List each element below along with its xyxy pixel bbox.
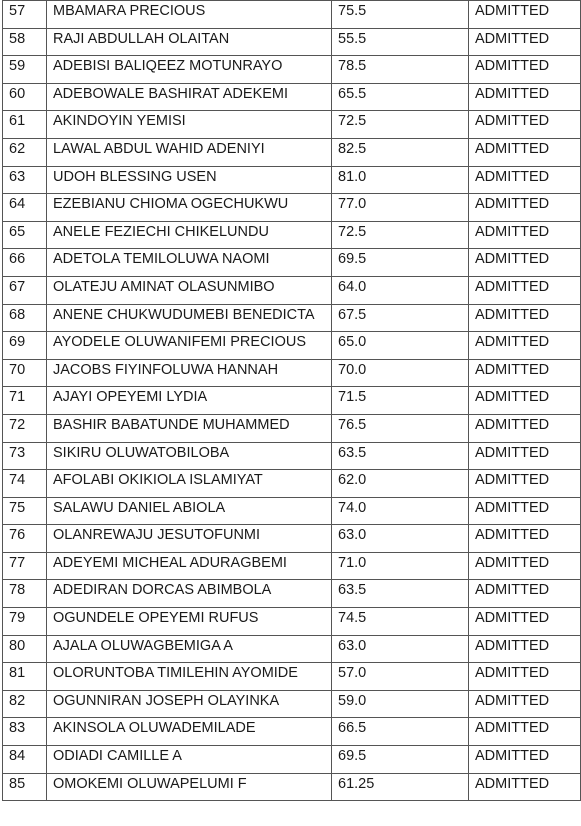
admission-status-cell: ADMITTED [469, 221, 581, 249]
candidate-name-cell: BASHIR BABATUNDE MUHAMMED [47, 414, 332, 442]
score-cell: 69.5 [332, 249, 469, 277]
table-row [3, 387, 581, 415]
score-cell: 76.5 [332, 414, 469, 442]
serial-number-cell: 65 [3, 221, 47, 249]
candidate-name-cell: UDOH BLESSING USEN [47, 166, 332, 194]
table-row [3, 28, 581, 56]
admission-status-cell: ADMITTED [469, 690, 581, 718]
admission-status-cell: ADMITTED [469, 249, 581, 277]
candidate-name-cell: ADEBOWALE BASHIRAT ADEKEMI [47, 83, 332, 111]
score-cell: 61.25 [332, 773, 469, 801]
serial-number-cell: 70 [3, 359, 47, 387]
table-row [3, 663, 581, 691]
admission-status-cell: ADMITTED [469, 718, 581, 746]
serial-number-cell: 59 [3, 56, 47, 84]
serial-number-cell: 85 [3, 773, 47, 801]
serial-number-cell: 75 [3, 497, 47, 525]
serial-number-cell: 63 [3, 166, 47, 194]
score-cell: 59.0 [332, 690, 469, 718]
serial-number-cell: 60 [3, 83, 47, 111]
candidate-name-cell: OLANREWAJU JESUTOFUNMI [47, 525, 332, 553]
score-cell: 74.5 [332, 608, 469, 636]
table-row [3, 304, 581, 332]
serial-number-cell: 83 [3, 718, 47, 746]
score-cell: 62.0 [332, 470, 469, 498]
admission-status-cell: ADMITTED [469, 414, 581, 442]
candidate-name-cell: AKINSOLA OLUWADEMILADE [47, 718, 332, 746]
admission-status-cell: ADMITTED [469, 746, 581, 774]
admission-status-cell: ADMITTED [469, 497, 581, 525]
score-cell: 67.5 [332, 304, 469, 332]
score-cell: 74.0 [332, 497, 469, 525]
serial-number-cell: 58 [3, 28, 47, 56]
table-row [3, 1, 581, 29]
admission-status-cell: ADMITTED [469, 525, 581, 553]
candidate-name-cell: RAJI ABDULLAH OLAITAN [47, 28, 332, 56]
admission-list-table [2, 0, 581, 801]
admission-status-cell: ADMITTED [469, 552, 581, 580]
admission-status-cell: ADMITTED [469, 111, 581, 139]
admission-status-cell: ADMITTED [469, 387, 581, 415]
table-row [3, 580, 581, 608]
admission-status-cell: ADMITTED [469, 580, 581, 608]
score-cell: 63.5 [332, 442, 469, 470]
table-row [3, 332, 581, 360]
table-row [3, 635, 581, 663]
score-cell: 81.0 [332, 166, 469, 194]
serial-number-cell: 62 [3, 138, 47, 166]
score-cell: 75.5 [332, 1, 469, 29]
candidate-name-cell: SALAWU DANIEL ABIOLA [47, 497, 332, 525]
table-row [3, 111, 581, 139]
score-cell: 65.0 [332, 332, 469, 360]
admission-status-cell: ADMITTED [469, 166, 581, 194]
table-row [3, 194, 581, 222]
serial-number-cell: 72 [3, 414, 47, 442]
candidate-name-cell: EZEBIANU CHIOMA OGECHUKWU [47, 194, 332, 222]
admission-status-cell: ADMITTED [469, 359, 581, 387]
serial-number-cell: 71 [3, 387, 47, 415]
admission-list-body [3, 1, 581, 801]
candidate-name-cell: ANELE FEZIECHI CHIKELUNDU [47, 221, 332, 249]
candidate-name-cell: AJALA OLUWAGBEMIGA A [47, 635, 332, 663]
table-row [3, 359, 581, 387]
admission-status-cell: ADMITTED [469, 83, 581, 111]
score-cell: 63.0 [332, 525, 469, 553]
table-row [3, 414, 581, 442]
admission-status-cell: ADMITTED [469, 194, 581, 222]
candidate-name-cell: OLATEJU AMINAT OLASUNMIBO [47, 276, 332, 304]
candidate-name-cell: OLORUNTOBA TIMILEHIN AYOMIDE [47, 663, 332, 691]
serial-number-cell: 74 [3, 470, 47, 498]
serial-number-cell: 64 [3, 194, 47, 222]
serial-number-cell: 80 [3, 635, 47, 663]
score-cell: 71.0 [332, 552, 469, 580]
candidate-name-cell: OGUNNIRAN JOSEPH OLAYINKA [47, 690, 332, 718]
table-row [3, 442, 581, 470]
score-cell: 82.5 [332, 138, 469, 166]
table-row [3, 221, 581, 249]
admission-status-cell: ADMITTED [469, 635, 581, 663]
serial-number-cell: 77 [3, 552, 47, 580]
table-row [3, 525, 581, 553]
score-cell: 77.0 [332, 194, 469, 222]
admission-status-cell: ADMITTED [469, 663, 581, 691]
score-cell: 72.5 [332, 221, 469, 249]
serial-number-cell: 68 [3, 304, 47, 332]
admission-status-cell: ADMITTED [469, 56, 581, 84]
table-row [3, 138, 581, 166]
table-row [3, 608, 581, 636]
score-cell: 63.0 [332, 635, 469, 663]
admission-status-cell: ADMITTED [469, 608, 581, 636]
score-cell: 71.5 [332, 387, 469, 415]
table-row [3, 552, 581, 580]
serial-number-cell: 82 [3, 690, 47, 718]
table-row [3, 166, 581, 194]
serial-number-cell: 76 [3, 525, 47, 553]
candidate-name-cell: LAWAL ABDUL WAHID ADENIYI [47, 138, 332, 166]
score-cell: 55.5 [332, 28, 469, 56]
serial-number-cell: 79 [3, 608, 47, 636]
serial-number-cell: 78 [3, 580, 47, 608]
candidate-name-cell: ADEYEMI MICHEAL ADURAGBEMI [47, 552, 332, 580]
candidate-name-cell: OGUNDELE OPEYEMI RUFUS [47, 608, 332, 636]
score-cell: 69.5 [332, 746, 469, 774]
admission-status-cell: ADMITTED [469, 276, 581, 304]
admission-status-cell: ADMITTED [469, 332, 581, 360]
score-cell: 57.0 [332, 663, 469, 691]
table-row [3, 276, 581, 304]
score-cell: 78.5 [332, 56, 469, 84]
table-row [3, 83, 581, 111]
candidate-name-cell: ADEBISI BALIQEEZ MOTUNRAYO [47, 56, 332, 84]
candidate-name-cell: ADEDIRAN DORCAS ABIMBOLA [47, 580, 332, 608]
candidate-name-cell: AYODELE OLUWANIFEMI PRECIOUS [47, 332, 332, 360]
serial-number-cell: 67 [3, 276, 47, 304]
serial-number-cell: 81 [3, 663, 47, 691]
serial-number-cell: 57 [3, 1, 47, 29]
candidate-name-cell: AFOLABI OKIKIOLA ISLAMIYAT [47, 470, 332, 498]
admission-status-cell: ADMITTED [469, 773, 581, 801]
candidate-name-cell: AJAYI OPEYEMI LYDIA [47, 387, 332, 415]
serial-number-cell: 61 [3, 111, 47, 139]
table-row [3, 746, 581, 774]
candidate-name-cell: AKINDOYIN YEMISI [47, 111, 332, 139]
candidate-name-cell: MBAMARA PRECIOUS [47, 1, 332, 29]
admission-status-cell: ADMITTED [469, 470, 581, 498]
candidate-name-cell: ODIADI CAMILLE A [47, 746, 332, 774]
table-row [3, 497, 581, 525]
admission-status-cell: ADMITTED [469, 28, 581, 56]
table-row [3, 249, 581, 277]
admission-status-cell: ADMITTED [469, 138, 581, 166]
score-cell: 65.5 [332, 83, 469, 111]
candidate-name-cell: ANENE CHUKWUDUMEBI BENEDICTA [47, 304, 332, 332]
table-row [3, 56, 581, 84]
table-row [3, 718, 581, 746]
table-row [3, 773, 581, 801]
serial-number-cell: 69 [3, 332, 47, 360]
score-cell: 72.5 [332, 111, 469, 139]
score-cell: 70.0 [332, 359, 469, 387]
candidate-name-cell: OMOKEMI OLUWAPELUMI F [47, 773, 332, 801]
score-cell: 63.5 [332, 580, 469, 608]
admission-status-cell: ADMITTED [469, 1, 581, 29]
admission-status-cell: ADMITTED [469, 304, 581, 332]
table-row [3, 690, 581, 718]
table-row [3, 470, 581, 498]
score-cell: 66.5 [332, 718, 469, 746]
serial-number-cell: 84 [3, 746, 47, 774]
candidate-name-cell: JACOBS FIYINFOLUWA HANNAH [47, 359, 332, 387]
admission-status-cell: ADMITTED [469, 442, 581, 470]
score-cell: 64.0 [332, 276, 469, 304]
candidate-name-cell: SIKIRU OLUWATOBILOBA [47, 442, 332, 470]
serial-number-cell: 73 [3, 442, 47, 470]
serial-number-cell: 66 [3, 249, 47, 277]
candidate-name-cell: ADETOLA TEMILOLUWA NAOMI [47, 249, 332, 277]
